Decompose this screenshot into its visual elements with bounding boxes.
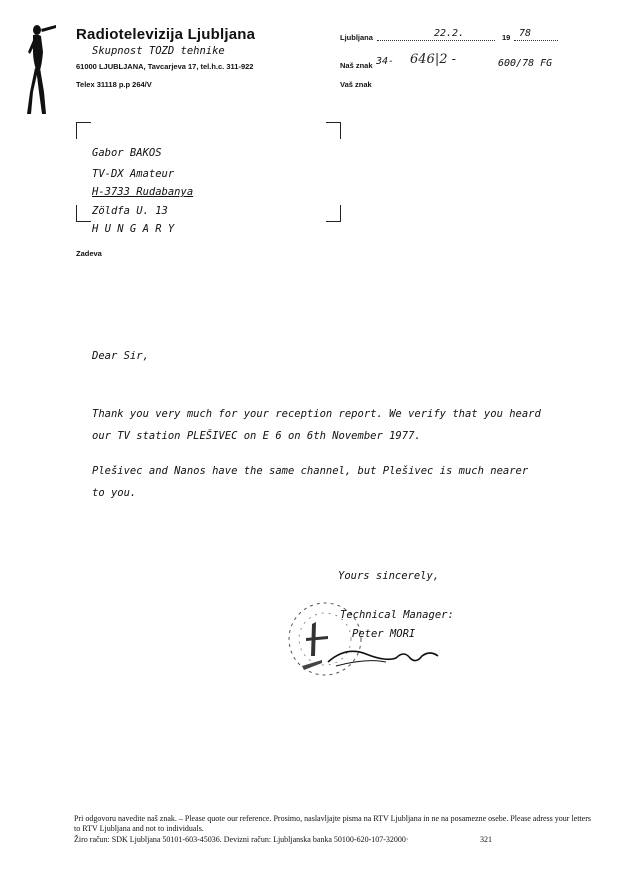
subject-label: Zadeva <box>76 249 102 258</box>
date-dotted-line <box>377 40 495 41</box>
salutation: Dear Sir, <box>92 350 149 362</box>
statue-logo-icon <box>22 22 58 118</box>
recipient-name: Gabor BAKOS <box>92 147 162 159</box>
signature-icon <box>326 640 446 670</box>
recipient-line-3: H-3733 Rudabanya <box>92 186 194 198</box>
recipient-line-4: Zöldfa U. 13 <box>92 205 168 217</box>
our-reference-suffix: 600/78 FG <box>498 58 553 69</box>
signatory-name: Peter MORI <box>352 628 416 640</box>
address-window-corner-bl <box>76 205 91 222</box>
signatory-title: Technical Manager: <box>340 609 454 621</box>
footer-reference-note: Pri odgovoru navedite naš znak. – Please quote our reference. Prosimo, naslavljajte pisma na RTV Ljubljana in ne na posamezne osebe. Please adress your letters to RTV Ljubljana and not to individuals. <box>74 814 591 833</box>
date-day-month: 22.2. <box>434 28 465 39</box>
address-window-corner-tl <box>76 122 91 139</box>
footer-bank-accounts: Žiro račun: SDK Ljubljana 50101-603-45036. Devizni račun: Ljubljanska banka 50100-620-107-32000· <box>74 835 409 844</box>
organization-name: Radiotelevizija Ljubljana <box>76 26 256 43</box>
organization-address: 61000 LJUBLJANA, Tavcarjeva 17, tel.h.c. 311-922 <box>76 62 254 71</box>
our-reference-handwritten: 646|2 - <box>410 52 456 67</box>
recipient-country: H U N G A R Y <box>92 223 175 235</box>
telex-number: Telex 31118 p.p 264/V <box>76 80 152 89</box>
year-dotted-line <box>514 40 558 41</box>
department-name: Skupnost TOZD tehnike <box>92 45 225 57</box>
our-reference-typed: 34- <box>376 56 395 67</box>
body-paragraph-1: Thank you very much for your reception report. We verify that you heard our TV station PLEŠIVEC on E 6 on 6th November 1977. <box>92 408 541 442</box>
date-year-prefix: 19 <box>502 33 511 42</box>
address-window-corner-tr <box>326 122 341 139</box>
address-window-corner-br <box>326 205 341 222</box>
body-paragraph-2: Plešivec and Nanos have the same channel, but Plešivec is much nearer to you. <box>92 465 529 499</box>
your-reference-label: Vaš znak <box>340 80 372 89</box>
date-year: 78 <box>519 28 532 39</box>
recipient-line-2: TV-DX Amateur <box>92 168 175 180</box>
footer-form-code: 321 <box>480 835 492 844</box>
our-reference-label: Naš znak <box>340 61 373 70</box>
place-label: Ljubljana <box>340 33 373 42</box>
sign-off: Yours sincerely, <box>338 570 440 582</box>
